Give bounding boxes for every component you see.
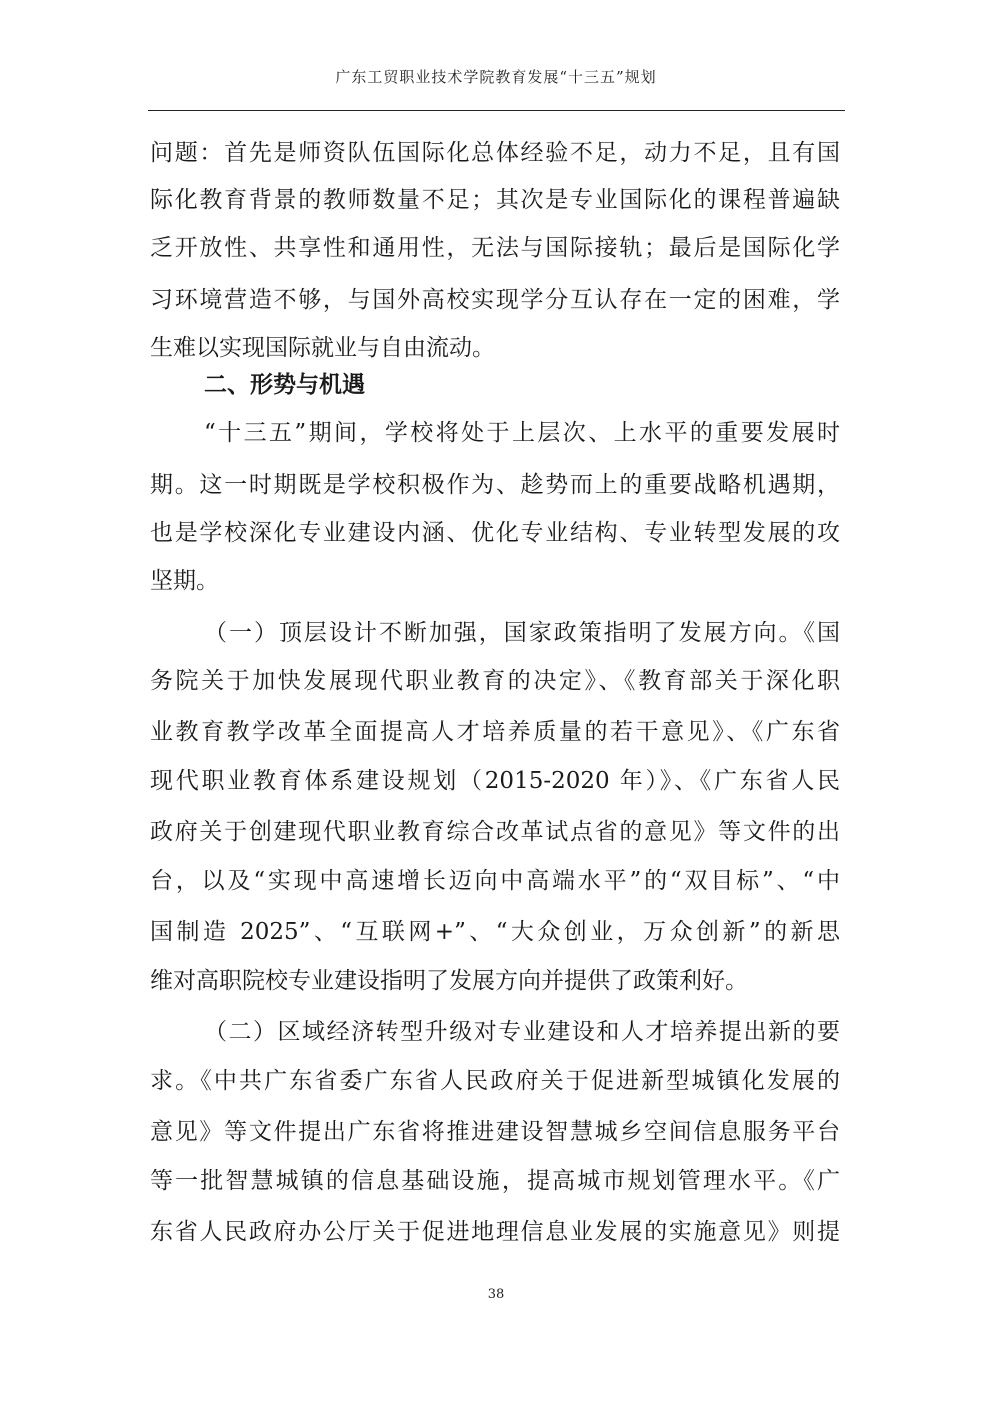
section-heading: 二、形势与机遇 — [204, 372, 365, 398]
p4-line-5: 东省人民政府办公厅关于促进地理信息业发展的实施意见》则提 — [150, 1219, 840, 1245]
p3-line-7: 国制造 2025”、“互联网+”、“大众创业，万众创新”的新思 — [150, 919, 840, 945]
p4-line-2: 求。《中共广东省委广东省人民政府关于促进新型城镇化发展的 — [150, 1068, 840, 1094]
p2-line-1: “十三五”期间，学校将处于上层次、上水平的重要发展时 — [204, 420, 840, 446]
page-header-title: 广东工贸职业技术学院教育发展“十三五”规划 — [335, 68, 657, 86]
header-divider — [148, 110, 845, 111]
p3-line-8: 维对高职院校专业建设指明了发展方向并提供了政策利好。 — [150, 968, 748, 994]
p3-line-1: （一）顶层设计不断加强，国家政策指明了发展方向。《国 — [204, 620, 840, 646]
p4-line-4: 等一批智慧城镇的信息基础设施，提高城市规划管理水平。《广 — [150, 1168, 840, 1194]
p3-line-2: 务院关于加快发展现代职业教育的决定》、《教育部关于深化职 — [150, 668, 840, 694]
p1-line-5: 生难以实现国际就业与自由流动。 — [150, 335, 495, 361]
p1-line-2: 际化教育背景的教师数量不足；其次是专业国际化的课程普遍缺 — [150, 187, 840, 213]
page-number: 38 — [487, 1287, 505, 1302]
p1-line-1: 问题：首先是师资队伍国际化总体经验不足，动力不足，且有国 — [150, 140, 840, 166]
p2-line-4: 坚期。 — [150, 568, 219, 594]
p2-line-2: 期。这一时期既是学校积极作为、趁势而上的重要战略机遇期， — [150, 472, 840, 498]
p3-line-6: 台，以及“实现中高速增长迈向中高端水平”的“双目标”、“中 — [150, 868, 840, 894]
p2-line-3: 也是学校深化专业建设内涵、优化专业结构、专业转型发展的攻 — [150, 520, 840, 546]
p3-line-3: 业教育教学改革全面提高人才培养质量的若干意见》、《广东省 — [150, 719, 840, 745]
p4-line-3: 意见》等文件提出广东省将推进建设智慧城乡空间信息服务平台 — [150, 1119, 840, 1145]
p3-line-5: 政府关于创建现代职业教育综合改革试点省的意见》等文件的出 — [150, 819, 840, 845]
p3-line-4: 现代职业教育体系建设规划（2015-2020 年）》、《广东省人民 — [150, 768, 840, 794]
p4-line-1: （二）区域经济转型升级对专业建设和人才培养提出新的要 — [204, 1019, 840, 1045]
p1-line-3: 乏开放性、共享性和通用性，无法与国际接轨；最后是国际化学 — [150, 235, 840, 261]
p1-line-4: 习环境营造不够，与国外高校实现学分互认存在一定的困难，学 — [150, 287, 840, 313]
